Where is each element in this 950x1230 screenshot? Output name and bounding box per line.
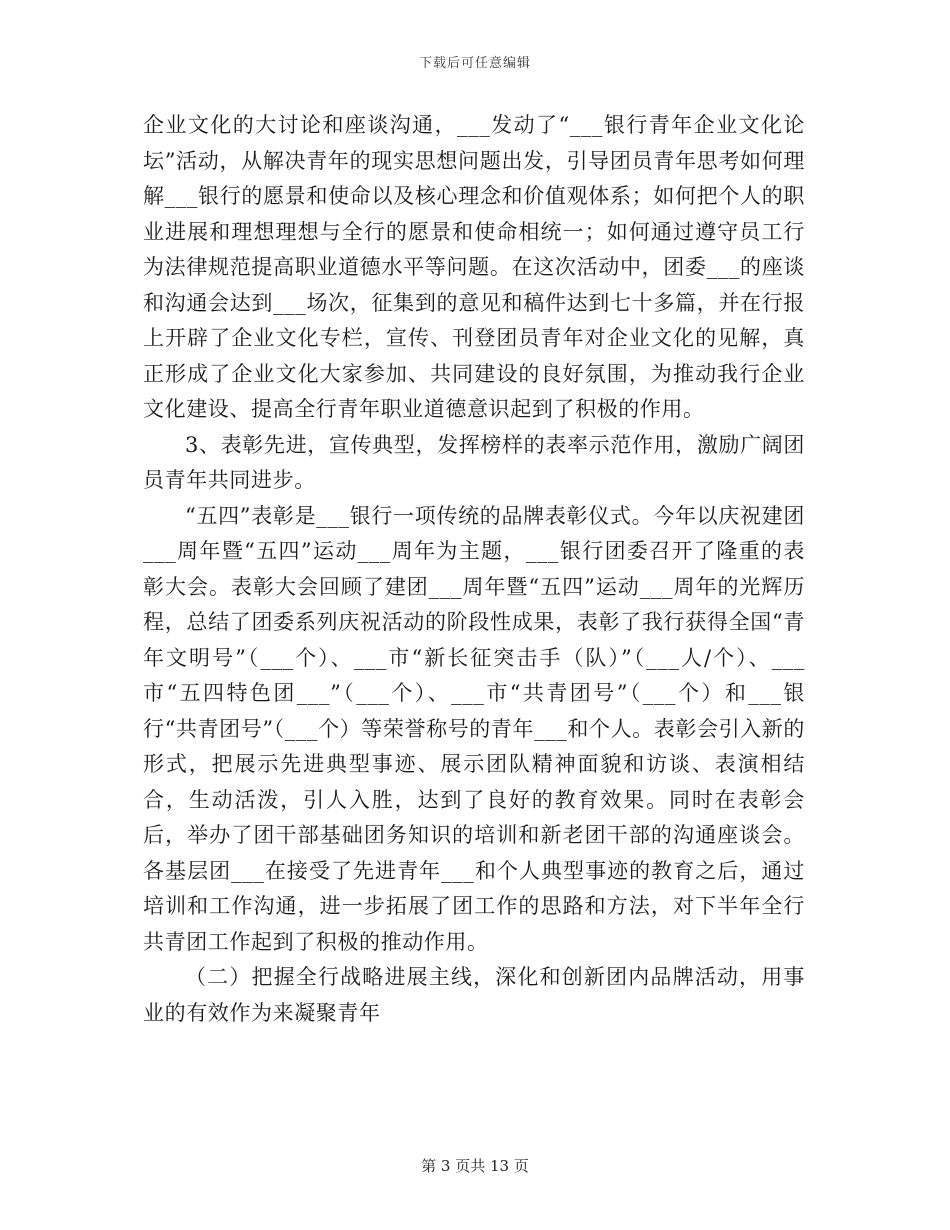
paragraph-1: 企业文化的大讨论和座谈沟通，___发动了“___银行青年企业文化论坛”活动，从解决青年的现实思想问题出发，引导团员青年思考如何理解___银行的愿景和使命以及核心理念和价值观体系；如何把个人的职业进展和理想理想与全行的愿景和使命相统一；如何通过遵守员工行为法律规范提高职业道德水平等问题。在这次活动中，团委___的座谈和沟通会达到___场次，征集到的意见和稿件达到七十多篇，并在行报上开辟了企业文化专栏，宣传、刊登团员青年对企业文化的见解，真正形成了企业文化大家参加、共同建设的良好氛围，为推动我行企业文化建设、提高全行青年职业道德意识起到了积极的作用。 bbox=[143, 113, 805, 421]
paragraph-4: （二）把握全行战略进展主线，深化和创新团内品牌活动，用事业的有效作为来凝聚青年 bbox=[143, 965, 805, 1025]
paragraph-3: “五四”表彰是___银行一项传统的品牌表彰仪式。今年以庆祝建团___周年暨“五四”运动___周年为主题，___银行团委召开了隆重的表彰大会。表彰大会回顾了建团___周年暨“五四”运动___周年的光辉历程，总结了团委系列庆祝活动的阶段性成果，表彰了我行获得全国“青年文明号”（___个）、___市“新长征突击手（队）”（___人/个）、___市“五四特色团___”（___个）、___市“共青团号”（___个）和___银行“共青团号”（___个）等荣誉称号的青年___和个人。表彰会引入新的形式，把展示先进典型事迹、展示团队精神面貌和访谈、表演相结合，生动活泼，引人入胜，达到了良好的教育效果。同时在表彰会后，举办了团干部基础团务知识的培训和新老团干部的沟通座谈会。各基层团___在接受了先进青年___和个人典型事迹的教育之后，通过培训和工作沟通，进一步拓展了团工作的思路和方法，对下半年全行共青团工作起到了积极的推动作用。 bbox=[143, 503, 805, 954]
paragraph-2: 3、表彰先进，宣传典型，发挥榜样的表率示范作用，激励广阔团员青年共同进步。 bbox=[143, 432, 805, 492]
page-header: 下载后可任意编辑 bbox=[418, 56, 531, 71]
page-footer: 第 3 页共 13 页 bbox=[421, 1157, 529, 1175]
document-body bbox=[143, 108, 805, 1031]
